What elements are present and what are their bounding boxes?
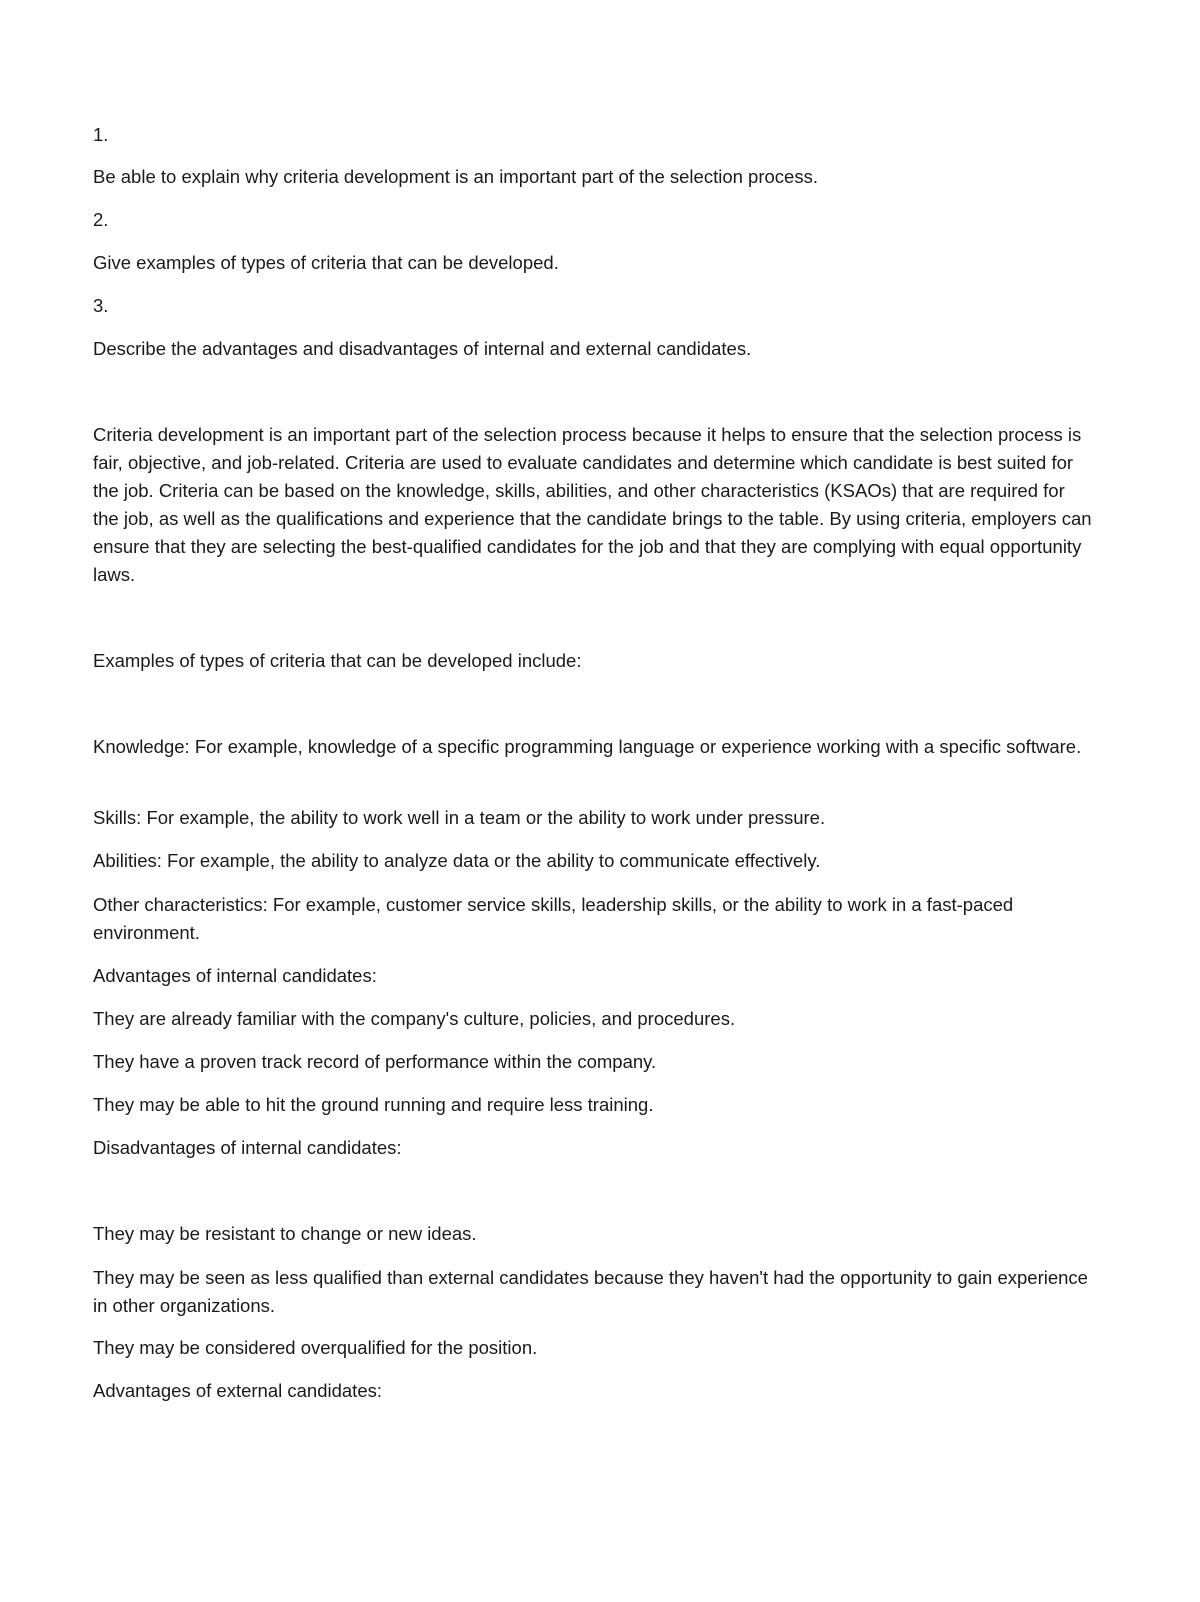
examples-intro: Examples of types of criteria that can be developed include: — [93, 650, 582, 671]
criteria-example-skills: Skills: For example, the ability to work well in a team or the ability to work under pressure. — [93, 807, 826, 828]
internal-advantage-item: They may be able to hit the ground running and require less training. — [93, 1094, 654, 1115]
internal-advantage-item: They are already familiar with the company's culture, policies, and procedures. — [93, 1008, 736, 1029]
question-number-1: 1. — [93, 124, 109, 145]
question-text-3: Describe the advantages and disadvantages of internal and external candidates. — [93, 338, 752, 359]
question-text-1: Be able to explain why criteria development is an important part of the selection process. — [93, 166, 818, 187]
criteria-example-other: Other characteristics: For example, customer service skills, leadership skills, or the ability to work in a fast-paced environment. — [93, 894, 1014, 943]
internal-disadvantage-item: They may be resistant to change or new ideas. — [93, 1223, 477, 1244]
answer-paragraph: Criteria development is an important part of the selection process because it helps to ensure that the selection process is fair, objective, and job-related. Criteria are used to evaluate candidates and determine which candidate is best suited for the job. Criteria can be based on the knowledge, skills, abilities, and other characteristics (KSAOs) that are required for the job, as well as the qualifications and experience that the candidate brings to the table. By using criteria, employers can ensure that they are selecting the best-qualified candidates for the job and that they are complying with equal opportunity laws. — [93, 424, 1092, 585]
internal-disadvantages-heading: Disadvantages of internal candidates: — [93, 1137, 402, 1158]
criteria-example-abilities: Abilities: For example, the ability to analyze data or the ability to communicate effectively. — [93, 850, 821, 871]
internal-advantages-heading: Advantages of internal candidates: — [93, 965, 377, 986]
external-advantages-heading: Advantages of external candidates: — [93, 1380, 382, 1401]
question-number-2: 2. — [93, 209, 109, 230]
internal-disadvantage-item: They may be seen as less qualified than external candidates because they haven't had the opportunity to gain experience in other organizations. — [93, 1267, 1088, 1316]
internal-advantage-item: They have a proven track record of performance within the company. — [93, 1051, 657, 1072]
internal-disadvantage-item: They may be considered overqualified for the position. — [93, 1337, 538, 1358]
question-number-3: 3. — [93, 295, 109, 316]
criteria-example-knowledge: Knowledge: For example, knowledge of a specific programming language or experience working with a specific software. — [93, 736, 1082, 757]
question-text-2: Give examples of types of criteria that can be developed. — [93, 252, 559, 273]
